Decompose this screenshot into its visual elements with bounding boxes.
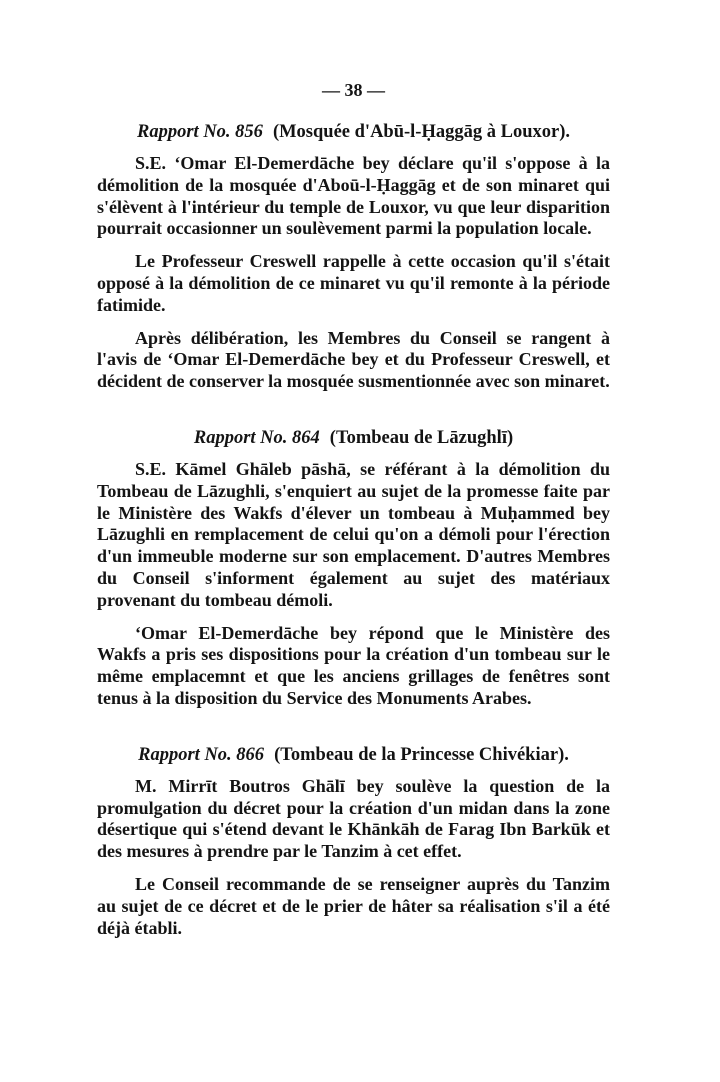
report-section-856 xyxy=(97,119,610,393)
paragraph: Après délibération, les Membres du Conseil se rangent à l'avis de ‘Omar El-Demerdāche bey et du Professeur Creswell, et décident de conserver la mosquée susmentionnée avec son minaret. xyxy=(97,327,610,392)
document-page xyxy=(97,80,610,950)
paragraph: Le Conseil recommande de se renseigner auprès du Tanzim au sujet de ce décret et de le prier de hâter sa réalisation s'il a été déjà établi. xyxy=(97,873,610,938)
report-label: Rapport No. 866 xyxy=(138,744,265,765)
paragraph: S.E. ‘Omar El-Demerdāche bey déclare qu'il s'oppose à la démolition de la mosquée d'Aboū-l-Ḥaggāg et de son minaret qui s'élèvent à l'intérieur du temple de Louxor, vu que leur disparition pourrait occasionner un soulèvement parmi la population locale. xyxy=(97,153,610,239)
section-spacer xyxy=(97,721,610,742)
paragraph: S.E. Kāmel Ghāleb pāshā, se référant à la démolition du Tombeau de Lāzughli, s'enquiert au sujet de la promesse faite par le Ministère des Wakfs d'élever un tombeau à Muḥammed bey Lāzughli en remplacement de celui qu'on a démoli pour l'érection d'un immeuble moderne sur son emplacement. D'autres Membres du Conseil s'informent également au sujet des matériaux provenant du tombeau démoli. xyxy=(97,458,610,610)
report-label: Rapport No. 864 xyxy=(193,427,320,448)
paragraph: ‘Omar El-Demerdāche bey répond que le Ministère des Wakfs a pris ses dispositions pour la création d'un tombeau sur le même emplacemnt et que les anciens grillages de fenêtres sont tenus à la disposition du Service des Monuments Arabes. xyxy=(97,622,610,708)
report-section-864 xyxy=(97,425,610,710)
paragraph: M. Mirrīt Boutros Ghālī bey soulève la question de la promulgation du décret pour la création d'un midan dans la zone désertique qui s'étend devant le Khānkāh de Farag Ibn Barkūk et des mesures à prendre par le Tanzim à cet effet. xyxy=(97,775,610,862)
page-number: — 38 — xyxy=(322,80,385,100)
section-heading xyxy=(97,742,610,768)
report-title: (Mosquée d'Abū-l-Ḥaggāg à Louxor). xyxy=(272,122,570,142)
section-heading xyxy=(97,119,610,145)
report-title: (Tombeau de Lāzughlī) xyxy=(329,427,514,448)
report-label: Rapport No. 856 xyxy=(137,122,263,142)
report-section-866 xyxy=(97,742,610,940)
report-title: (Tombeau de la Princesse Chivékiar). xyxy=(274,744,569,765)
paragraph: Le Professeur Creswell rappelle à cette occasion qu'il s'était opposé à la démolition de ce minaret vu qu'il remonte à la période fatimide. xyxy=(97,251,610,315)
section-spacer xyxy=(97,404,610,425)
section-heading xyxy=(97,425,610,451)
